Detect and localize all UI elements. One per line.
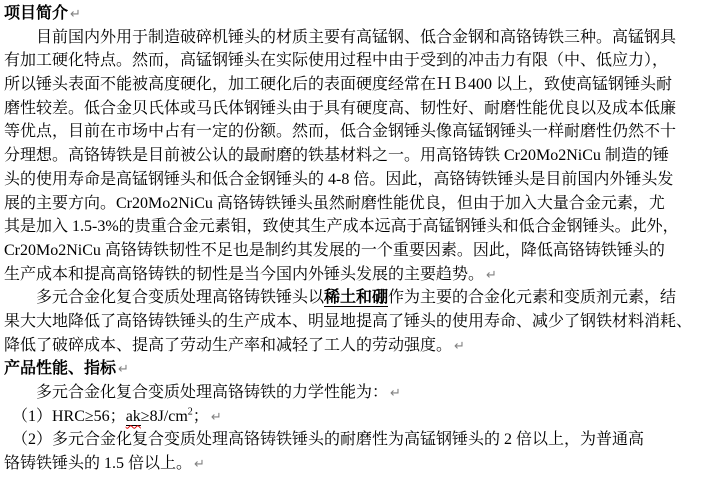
text-segment: ； [192, 407, 209, 425]
text-line [4, 239, 706, 263]
text-segment: 其是加入 1.5-3%的贵重合金元素钼，致使其生产成本远高于高锰钢锤头和低合金钢锤头。此外， [4, 218, 679, 236]
paragraph-mark: ↵ [118, 362, 129, 378]
text-segment: 有加工硬化特点。然而，高锰钢锤头在实际使用过程中由于受到的冲击力有限（中、低应力）， [4, 52, 669, 70]
text-segment: 作为主要的合金化元素和变质剂元素，结 [388, 289, 677, 307]
text-segment: 稀土和硼 [324, 289, 389, 307]
text-line [4, 144, 706, 168]
paragraph-mark: ↵ [210, 409, 222, 425]
text-segment: 2 [187, 406, 193, 418]
paragraph-mark: ↵ [486, 267, 497, 283]
text-line [4, 215, 706, 239]
text-line [4, 26, 706, 50]
paragraph-mark: ↵ [194, 457, 205, 473]
text-segment: 多元合金化复合变质处理高铬铸铁的力学性能为： [4, 384, 389, 401]
text-line [4, 334, 706, 358]
paragraph-mark: ↵ [70, 7, 81, 22]
text-line [4, 381, 706, 405]
text-line [4, 452, 706, 476]
text-line [4, 286, 706, 310]
text-segment: 所以锤头表面不能被高度硬化，加工硬化后的表面硬度经常在ＨＢ400 以上，致使高锰钢锤头耐 [4, 76, 673, 94]
text-line [4, 2, 706, 26]
text-segment: 目前国内外用于制造破碎机锤头的材质主要有高锰钢、低合金钢和高铬铸铁三种。高锰钢具 [4, 28, 677, 46]
text-segment: 等优点，目前在市场中占有一定的份额。然而，低合金钢锤头像高锰钢锤头一样耐磨性仍然不十 [4, 123, 677, 141]
text-segment: 多元合金化复合变质处理高铬铸铁锤头以 [4, 289, 325, 307]
text-segment: 展的主要方向。Cr20Mo2NiCu 高铬铸铁锤头虽然耐磨性能优良，但由于加入大量合金元素，尤 [4, 194, 665, 212]
text-line [4, 310, 706, 334]
text-segment: 产品性能、指标 [4, 360, 117, 378]
text-line [4, 97, 706, 121]
document-body [4, 2, 706, 476]
text-segment: ak [125, 407, 141, 425]
text-line [4, 120, 706, 144]
text-segment: 生产成本和提高高铬铸铁的韧性是当今国内外锤头发展的主要趋势。 [4, 265, 485, 283]
text-segment: 果大大地降低了高铬铸铁锤头的生产成本、明显地提高了锤头的使用寿命、减少了钢铁材料消耗、 [4, 312, 693, 330]
text-line [4, 49, 706, 73]
text-line [4, 405, 706, 429]
text-segment: 降低了破碎成本、提高了劳动生产率和减轻了工人的劳动强度。 [4, 336, 453, 354]
text-segment: （2）多元合金化复合变质处理高铬铸铁锤头的耐磨性为高锰钢锤头的 2 倍以上，为普通高 [4, 431, 645, 449]
text-line [4, 357, 706, 381]
text-segment: Cr20Mo2NiCu 高铬铸铁韧性不足也是制约其发展的一个重要因素。因此，降低高铬铸铁锤头的 [4, 241, 665, 259]
text-segment: 项目简介 [4, 5, 69, 22]
text-segment: 头的使用寿命是高锰钢锤头和低合金钢锤头的 4-8 倍。因此，高铬铸铁锤头是目前国内外锤头发 [4, 170, 674, 188]
text-segment: ≥8J/cm [140, 407, 188, 425]
text-segment: 分理想。高铬铸铁是目前被公认的最耐磨的铁基材料之一。用高铬铸铁 Cr20Mo2NiCu 制造的锤 [4, 147, 669, 165]
text-segment: 磨性较差。低合金贝氏体或马氏体钢锤头由于具有硬度高、韧性好、耐磨性能优良以及成本低廉 [4, 99, 677, 117]
text-line [4, 168, 706, 192]
text-segment: （1）HRC≥56； [4, 407, 126, 425]
text-line [4, 428, 706, 452]
text-line [4, 263, 706, 287]
paragraph-mark: ↵ [390, 386, 401, 401]
text-line [4, 192, 706, 216]
text-segment: 铬铸铁锤头的 1.5 倍以上。 [4, 455, 193, 473]
text-line [4, 73, 706, 97]
paragraph-mark: ↵ [454, 338, 465, 354]
